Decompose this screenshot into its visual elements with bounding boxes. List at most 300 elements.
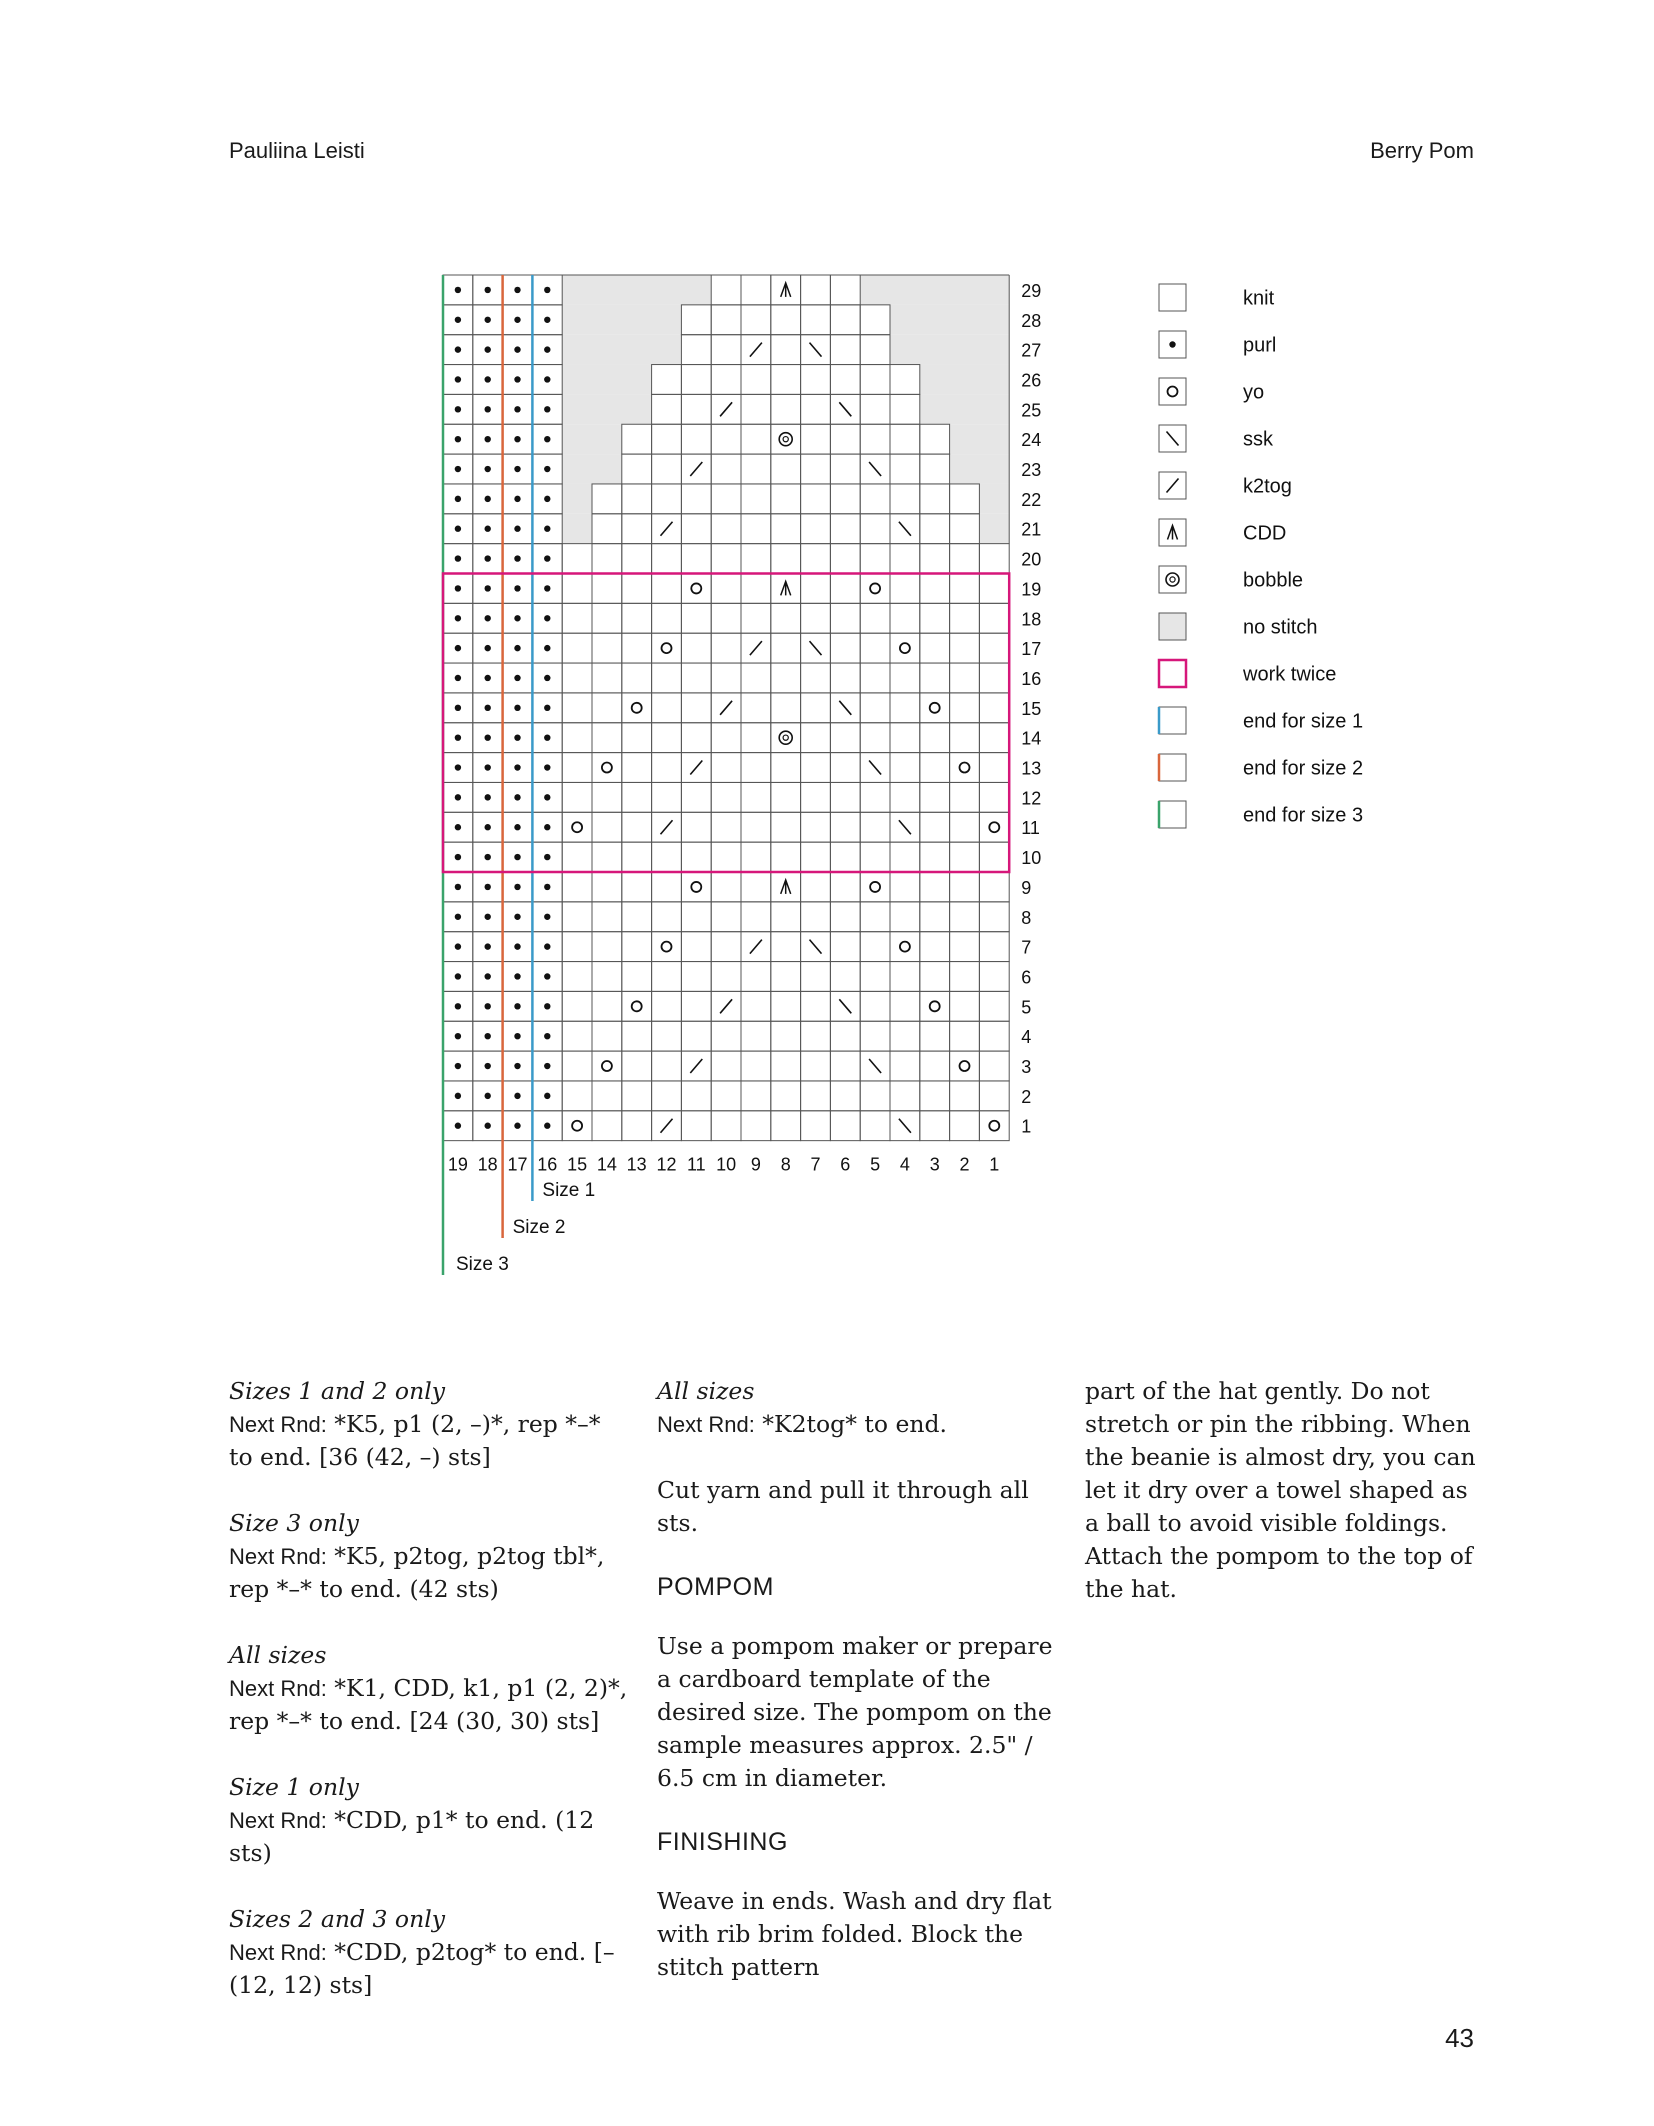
ssk-symbol <box>839 402 851 416</box>
chart-cell <box>979 842 1009 872</box>
no-stitch-cell <box>860 275 1009 305</box>
chart-cell <box>652 544 682 574</box>
purl-symbol <box>485 1033 491 1039</box>
bobble-inner-ring <box>783 437 788 442</box>
chart-cell <box>860 932 890 962</box>
chart-cell <box>890 365 920 395</box>
purl-symbol <box>544 764 550 770</box>
purl-symbol <box>485 615 491 621</box>
row-number-label: 19 <box>1021 579 1042 600</box>
chart-cell <box>801 872 831 902</box>
chart-cell <box>979 663 1009 693</box>
chart-cell <box>801 275 831 305</box>
purl-symbol <box>455 705 461 711</box>
chart-cell <box>562 574 592 604</box>
purl-symbol <box>455 526 461 532</box>
chart-cell <box>681 544 711 574</box>
purl-symbol <box>514 675 520 681</box>
purl-symbol <box>485 854 491 860</box>
chart-cell <box>652 1081 682 1111</box>
chart-cell <box>681 394 711 424</box>
purl-symbol <box>544 705 550 711</box>
ssk-symbol <box>839 999 851 1013</box>
purl-symbol <box>544 496 550 502</box>
purl-symbol <box>514 496 520 502</box>
purl-symbol <box>514 973 520 979</box>
chart-cell <box>920 454 950 484</box>
chart-cell <box>890 932 920 962</box>
purl-symbol <box>514 764 520 770</box>
chart-cell <box>771 633 801 663</box>
chart-cell <box>771 902 801 932</box>
chart-cell <box>860 514 890 544</box>
chart-cell <box>860 842 890 872</box>
chart-cell <box>830 1111 860 1141</box>
purl-symbol <box>455 555 461 561</box>
chart-cell <box>801 365 831 395</box>
purl-symbol <box>544 1093 550 1099</box>
chart-cell <box>681 305 711 335</box>
chart-cell <box>950 932 980 962</box>
legend-label: bobble <box>1243 569 1304 592</box>
purl-symbol <box>485 943 491 949</box>
purl-symbol <box>514 346 520 352</box>
chart-cell <box>562 902 592 932</box>
purl-symbol <box>485 675 491 681</box>
chart-cell <box>890 962 920 992</box>
no-stitch-cell <box>979 484 1009 514</box>
chart-cell <box>562 932 592 962</box>
no-stitch-cell <box>562 424 622 454</box>
purl-symbol <box>455 346 461 352</box>
ssk-symbol <box>839 701 851 715</box>
chart-cell <box>711 1111 741 1141</box>
chart-cell <box>652 753 682 783</box>
chart-cell <box>592 574 622 604</box>
chart-cell <box>622 753 652 783</box>
chart-cell <box>711 902 741 932</box>
chart-cell <box>652 424 682 454</box>
size-label: Size 3 <box>456 1254 509 1275</box>
chart-cell <box>711 812 741 842</box>
chart-cell <box>711 514 741 544</box>
chart-cell <box>711 544 741 574</box>
instruction-text: *K5, p2tog, p2tog tbl*, rep *–* to end. (42 sts) <box>229 1542 605 1603</box>
chart-cell <box>592 991 622 1021</box>
no-stitch-cell <box>920 394 1009 424</box>
chart-cell <box>920 782 950 812</box>
yo-symbol <box>662 942 672 952</box>
purl-symbol <box>455 854 461 860</box>
chart-cell <box>860 603 890 633</box>
finishing-heading: FINISHING <box>657 1828 788 1856</box>
chart-cell <box>920 484 950 514</box>
chart-cell <box>771 991 801 1021</box>
chart-cell <box>860 1111 890 1141</box>
chart-cell <box>711 335 741 365</box>
chart-cell <box>950 574 980 604</box>
chart-cell <box>950 1081 980 1111</box>
chart-cell <box>801 693 831 723</box>
yo-symbol <box>691 583 701 593</box>
chart-cell <box>622 962 652 992</box>
chart-cell <box>801 454 831 484</box>
chart-cell <box>830 1081 860 1111</box>
purl-symbol <box>485 585 491 591</box>
chart-cell <box>771 305 801 335</box>
yo-symbol <box>632 703 642 713</box>
yo-symbol <box>691 882 701 892</box>
yo-symbol <box>870 882 880 892</box>
no-stitch-cell <box>979 514 1009 544</box>
chart-cell <box>741 305 771 335</box>
row-number-label: 23 <box>1021 460 1042 481</box>
chart-cell <box>622 902 652 932</box>
purl-symbol <box>485 376 491 382</box>
chart-cell <box>592 723 622 753</box>
chart-cell <box>771 782 801 812</box>
chart-cell <box>652 1051 682 1081</box>
chart-cell <box>562 872 592 902</box>
chart-cell <box>652 484 682 514</box>
k2tog-symbol <box>661 1119 673 1133</box>
legend-label: end for size 2 <box>1243 757 1364 780</box>
purl-symbol <box>455 734 461 740</box>
purl-symbol <box>544 526 550 532</box>
chart-cell <box>771 723 801 753</box>
yo-symbol <box>900 643 910 653</box>
legend-swatch <box>1159 613 1186 640</box>
chart-cell <box>741 544 771 574</box>
chart-cell <box>741 394 771 424</box>
row-number-label: 17 <box>1021 639 1042 660</box>
chart-cell <box>890 842 920 872</box>
chart-cell <box>771 753 801 783</box>
chart-cell <box>741 723 771 753</box>
chart-cell <box>950 723 980 753</box>
chart-cell <box>979 962 1009 992</box>
purl-symbol <box>514 615 520 621</box>
size-label: Size 2 <box>512 1217 566 1238</box>
chart-cell <box>920 514 950 544</box>
round-label: Next Rnd: <box>229 1544 327 1569</box>
text-column-2 <box>657 1375 1057 2017</box>
chart-cell <box>622 1021 652 1051</box>
chart-cell <box>741 514 771 544</box>
purl-symbol <box>514 526 520 532</box>
chart-cell <box>771 962 801 992</box>
chart-cell <box>592 932 622 962</box>
chart-cell <box>622 782 652 812</box>
chart-cell <box>741 574 771 604</box>
chart-cell <box>562 991 592 1021</box>
chart-cell <box>652 932 682 962</box>
chart-cell <box>592 663 622 693</box>
purl-symbol <box>544 943 550 949</box>
chart-cell <box>979 872 1009 902</box>
instruction-text: *K1, CDD, k1, p1 (2, 2)*, rep *–* to end. [24 (30, 30) sts] <box>229 1674 628 1735</box>
round-label: Next Rnd: <box>229 1808 327 1833</box>
chart-cell <box>652 633 682 663</box>
chart-cell <box>652 1021 682 1051</box>
legend-label: yo <box>1243 381 1265 404</box>
legend-label: knit <box>1243 287 1275 310</box>
purl-symbol <box>514 824 520 830</box>
text-column-1 <box>229 1375 629 2035</box>
chart-cell <box>622 723 652 753</box>
chart-cell <box>979 782 1009 812</box>
chart-cell <box>890 1081 920 1111</box>
row-number-label: 16 <box>1021 668 1042 689</box>
purl-symbol <box>455 764 461 770</box>
chart-cell <box>711 932 741 962</box>
chart-cell <box>860 305 890 335</box>
purl-symbol <box>455 973 461 979</box>
purl-symbol <box>455 376 461 382</box>
chart-cell <box>830 454 860 484</box>
k2tog-symbol <box>690 761 702 775</box>
chart-cell <box>652 574 682 604</box>
purl-symbol <box>485 317 491 323</box>
purl-symbol <box>485 526 491 532</box>
chart-cell <box>920 693 950 723</box>
chart-cell <box>622 454 652 484</box>
chart-cell <box>711 962 741 992</box>
chart-cell <box>622 544 652 574</box>
purl-symbol <box>514 1093 520 1099</box>
chart-cell <box>950 603 980 633</box>
chart-cell <box>741 842 771 872</box>
yo-symbol <box>572 1121 582 1131</box>
chart-cell <box>890 663 920 693</box>
k2tog-symbol <box>720 999 732 1013</box>
chart-cell <box>592 693 622 723</box>
section-heading: Size 3 only <box>229 1509 359 1537</box>
no-stitch-cell <box>890 335 1009 365</box>
purl-symbol <box>544 585 550 591</box>
column-number-label: 18 <box>477 1154 498 1175</box>
finishing-text-continued: part of the hat gently. Do not stretch or pin the ribbing. When the beanie is almost dry, you can let it dry over a towel shaped as a ball to avoid visible foldings. Attach the pompom to the top of the hat. <box>1085 1377 1476 1603</box>
chart-cell <box>711 365 741 395</box>
chart-cell <box>979 902 1009 932</box>
chart-cell <box>622 514 652 544</box>
chart-cell <box>950 812 980 842</box>
chart-cell <box>771 1111 801 1141</box>
chart-cell <box>979 1111 1009 1141</box>
chart-cell <box>741 1111 771 1141</box>
purl-symbol <box>485 764 491 770</box>
chart-cell <box>741 663 771 693</box>
purl-symbol <box>514 1123 520 1129</box>
chart-cell <box>711 1021 741 1051</box>
chart-cell <box>771 1051 801 1081</box>
chart-cell <box>562 633 592 663</box>
column-number-label: 11 <box>686 1154 706 1175</box>
chart-cell <box>979 723 1009 753</box>
purl-symbol <box>544 1033 550 1039</box>
chart-cell <box>741 424 771 454</box>
k2tog-symbol <box>690 462 702 476</box>
chart-cell <box>562 1081 592 1111</box>
chart-cell <box>830 514 860 544</box>
purl-symbol <box>544 615 550 621</box>
chart-cell <box>920 663 950 693</box>
legend-label: k2tog <box>1243 475 1292 498</box>
chart-cell <box>801 1111 831 1141</box>
row-number-label: 6 <box>1021 967 1032 988</box>
chart-cell <box>681 335 711 365</box>
ssk-symbol <box>899 820 911 834</box>
chart-cell <box>652 991 682 1021</box>
chart-cell <box>562 782 592 812</box>
legend-label: purl <box>1243 334 1277 357</box>
chart-cell <box>860 663 890 693</box>
chart-cell <box>681 842 711 872</box>
round-label: Next Rnd: <box>229 1940 327 1965</box>
chart-cell <box>801 394 831 424</box>
k2tog-symbol <box>750 641 762 655</box>
column-number-label: 19 <box>447 1154 468 1175</box>
chart-cell <box>830 812 860 842</box>
ssk-symbol <box>899 522 911 536</box>
chart-cell <box>562 1051 592 1081</box>
chart-cell <box>592 812 622 842</box>
purl-symbol <box>544 675 550 681</box>
chart-cell <box>592 603 622 633</box>
k2tog-symbol <box>661 522 673 536</box>
chart-cell <box>652 365 682 395</box>
chart-cell <box>562 962 592 992</box>
chart-cell <box>920 842 950 872</box>
chart-cell <box>801 484 831 514</box>
chart-cell <box>652 872 682 902</box>
chart-cell <box>830 603 860 633</box>
round-label: Next Rnd: <box>229 1676 327 1701</box>
chart-cell <box>622 1051 652 1081</box>
chart-cell <box>771 394 801 424</box>
chart-cell <box>890 1051 920 1081</box>
round-label: Next Rnd: <box>229 1412 327 1437</box>
chart-cell <box>562 842 592 872</box>
row-number-label: 8 <box>1021 907 1032 928</box>
purl-symbol <box>544 884 550 890</box>
legend-label: ssk <box>1243 428 1273 451</box>
chart-cell <box>771 812 801 842</box>
page-number: 43 <box>1445 2023 1474 2053</box>
purl-symbol <box>544 436 550 442</box>
purl-symbol <box>514 376 520 382</box>
purl-symbol <box>455 675 461 681</box>
chart-cell <box>979 633 1009 663</box>
column-number-label: 3 <box>929 1154 940 1175</box>
yo-symbol <box>960 763 970 773</box>
chart-cell <box>860 1081 890 1111</box>
chart-cell <box>801 305 831 335</box>
chart-cell <box>890 782 920 812</box>
purl-symbol <box>514 1033 520 1039</box>
chart-cell <box>890 484 920 514</box>
purl-symbol <box>485 287 491 293</box>
chart-cell <box>830 663 860 693</box>
chart-cell <box>711 723 741 753</box>
chart-cell <box>681 902 711 932</box>
chart-cell <box>741 603 771 633</box>
chart-cell <box>920 812 950 842</box>
chart-cell <box>920 544 950 574</box>
chart-cell <box>890 991 920 1021</box>
yo-symbol <box>602 1061 612 1071</box>
chart-cell <box>562 663 592 693</box>
instruction-text: Cut yarn and pull it through all sts. <box>657 1476 1029 1537</box>
chart-cell <box>652 394 682 424</box>
chart-cell <box>592 872 622 902</box>
chart-cell <box>771 365 801 395</box>
chart-cell <box>711 275 741 305</box>
purl-symbol <box>455 615 461 621</box>
row-number-label: 11 <box>1021 818 1040 839</box>
ssk-symbol <box>810 940 822 954</box>
chart-cell <box>741 1021 771 1051</box>
legend-label: CDD <box>1243 522 1287 545</box>
chart-cell <box>860 424 890 454</box>
chart-cell <box>592 1081 622 1111</box>
row-number-label: 14 <box>1021 728 1042 749</box>
chart-cell <box>711 633 741 663</box>
chart-cell <box>801 991 831 1021</box>
chart-cell <box>741 365 771 395</box>
row-number-label: 4 <box>1021 1027 1032 1048</box>
row-number-label: 24 <box>1021 430 1042 451</box>
section-heading: All sizes <box>657 1377 755 1405</box>
chart-cell <box>681 574 711 604</box>
chart-cell <box>771 484 801 514</box>
chart-cell <box>622 574 652 604</box>
chart-cell <box>652 902 682 932</box>
chart-cell <box>711 872 741 902</box>
row-number-label: 21 <box>1021 519 1042 540</box>
purl-symbol <box>514 1003 520 1009</box>
purl-symbol <box>485 1093 491 1099</box>
chart-cell <box>652 962 682 992</box>
row-number-label: 2 <box>1021 1086 1032 1107</box>
header-title: Berry Pom <box>1370 138 1474 163</box>
ssk-symbol <box>810 641 822 655</box>
chart-cell <box>890 544 920 574</box>
chart-cell <box>950 663 980 693</box>
column-number-label: 12 <box>656 1154 677 1175</box>
row-number-label: 20 <box>1021 549 1042 570</box>
purl-symbol <box>455 287 461 293</box>
purl-symbol <box>514 734 520 740</box>
chart-cell <box>681 932 711 962</box>
purl-symbol <box>544 466 550 472</box>
yo-symbol <box>572 822 582 832</box>
chart-cell <box>830 1051 860 1081</box>
purl-symbol <box>514 466 520 472</box>
chart-cell <box>681 365 711 395</box>
chart-cell <box>860 693 890 723</box>
k2tog-symbol <box>661 820 673 834</box>
chart-cell <box>681 514 711 544</box>
yo-symbol <box>870 583 880 593</box>
chart-cell <box>830 574 860 604</box>
chart-cell <box>652 454 682 484</box>
chart-cell <box>801 962 831 992</box>
chart-cell <box>860 394 890 424</box>
chart-cell <box>979 753 1009 783</box>
chart-cell <box>950 872 980 902</box>
purl-symbol <box>514 555 520 561</box>
